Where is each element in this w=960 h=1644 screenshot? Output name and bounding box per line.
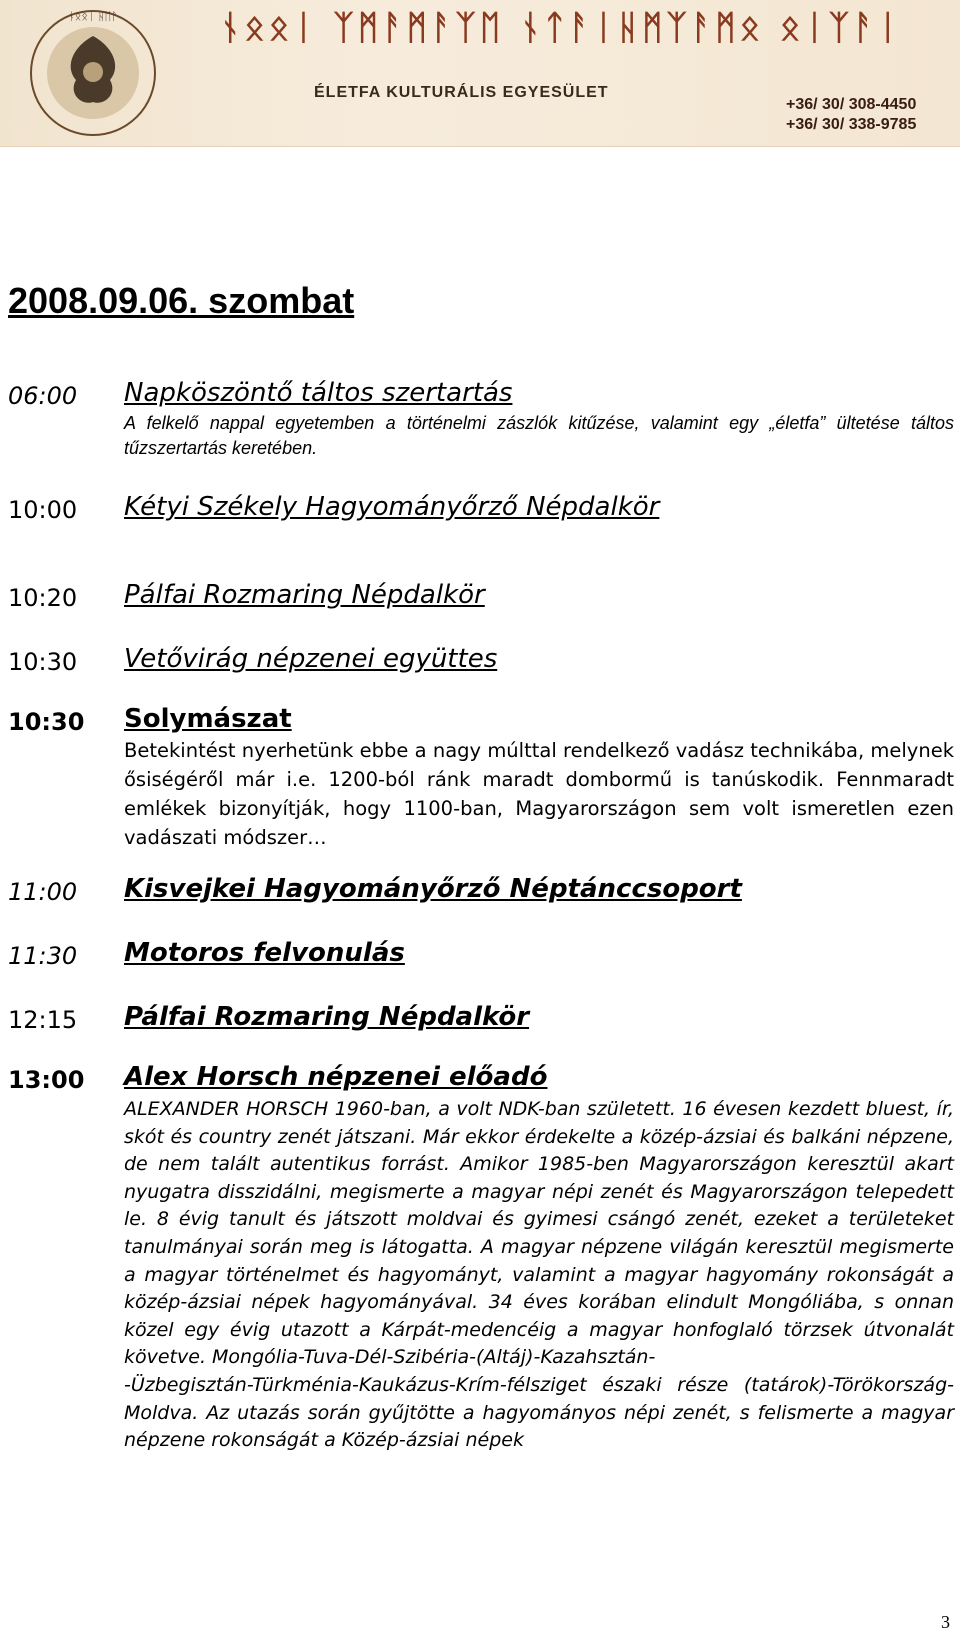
event-description: Betekintést nyerhetünk ebbe a nagy múlttal rendelkező vadász technikába, melynek ősiségéről már i.e. 1200-ból ránk maradt dombormű is tanúskodik. Fennmaradt emlékek bizonyítják, hogy 1100-ban, Magyarországon sem volt ismeretlen ezen vadászati módszer… xyxy=(124,739,954,849)
date-heading: 2008.09.06. szombat xyxy=(8,280,355,321)
runic-title: ᚾᛟᛟᛁ ᛉᛗᚨᛗᚨᛉᛖ ᚾᛏᚨᛁᚺᛗᛉᚨᛗᛟ ᛟᛁᛉᚨᛁ xyxy=(220,8,902,48)
event-title: Alex Horsch népzenei előadó xyxy=(124,1062,548,1092)
event-time: 10:30 xyxy=(8,708,85,736)
event-time: 13:00 xyxy=(8,1066,85,1094)
event-time: 10:00 xyxy=(8,496,78,524)
event-title: Motoros felvonulás xyxy=(124,938,405,968)
event-title: Kisvejkei Hagyományőrző Néptánccsoport xyxy=(124,874,742,904)
svg-text:ᚾᛟᛟᛁ ᚺᛖᚨ: ᚾᛟᛟᛁ ᚺᛖᚨ xyxy=(68,10,118,23)
event-description: A felkelő nappal egyetemben a történelmi zászlók kitűzése, valamint egy „életfa” ültetése táltos tűzszertartás keretében. xyxy=(124,413,954,458)
eletfa-logo-icon xyxy=(24,6,162,140)
association-name: ÉLETFA KULTURÁLIS EGYESÜLET xyxy=(314,84,609,101)
event-time: 06:00 xyxy=(8,382,78,410)
event-time: 11:30 xyxy=(8,942,78,970)
event-description: ALEXANDER HORSCH 1960-ban, a volt NDK-ban született. 16 évesen kezdett bluest, ír, skót és country zenét játszani. Már ekkor érdekelte a közép-ázsiai és balkáni népzene, de nem talált autentikus forrást. Amikor 1985-ben Magyarországon keresztül akart nyugatra disszidálni, megismerte a magyar népi zenét és Magyarországon telepedett le. 8 évig tanult és játszott moldvai és gyimesi csángó zenét, ezeket a területeket tanulmányai során meg is látogatta. A magyar népzene világán keresztül megismerte a magyar történelmet és hagyományt, valamint a magyar hagyomány rokonságát a közép-ázsiai népek hagyományával. 34 éves korában elindult Mongóliába, s onnan közel egy évig utazott a Kárpát-medencéig a magyar honfoglaló törzsek útvonalát követve. Mongólia-Tuva-Dél-Szibéria-(Altáj)-Kazahsztán- -Üzbegisztán-Türkménia-Kaukázus-Krím-félsziget északi része (tatárok)-Törökország-Moldva. Az utazás során gyűjtötte a hagyományos népi zenét, s felismerte a magyar népzene rokonságát a Közép-ázsiai népek xyxy=(124,1098,954,1452)
event-title: Pálfai Rozmaring Népdalkör xyxy=(124,1002,530,1032)
event-title: Kétyi Székely Hagyományőrző Népdalkör xyxy=(124,492,660,522)
event-time: 11:00 xyxy=(8,878,78,906)
event-title: Pálfai Rozmaring Népdalkör xyxy=(124,580,485,610)
event-title: Solymászat xyxy=(124,704,292,734)
event-time: 10:30 xyxy=(8,648,78,676)
event-time: 12:15 xyxy=(8,1006,78,1034)
event-title: Napköszöntő táltos szertartás xyxy=(124,378,513,408)
page-number: 3 xyxy=(941,1612,950,1632)
phone-number-2: +36/ 30/ 338-9785 xyxy=(786,116,917,133)
event-time: 10:20 xyxy=(8,584,78,612)
header-banner xyxy=(0,0,960,147)
phone-number-1: +36/ 30/ 308-4450 xyxy=(786,96,917,113)
event-title: Vetővirág népzenei együttes xyxy=(124,644,498,674)
